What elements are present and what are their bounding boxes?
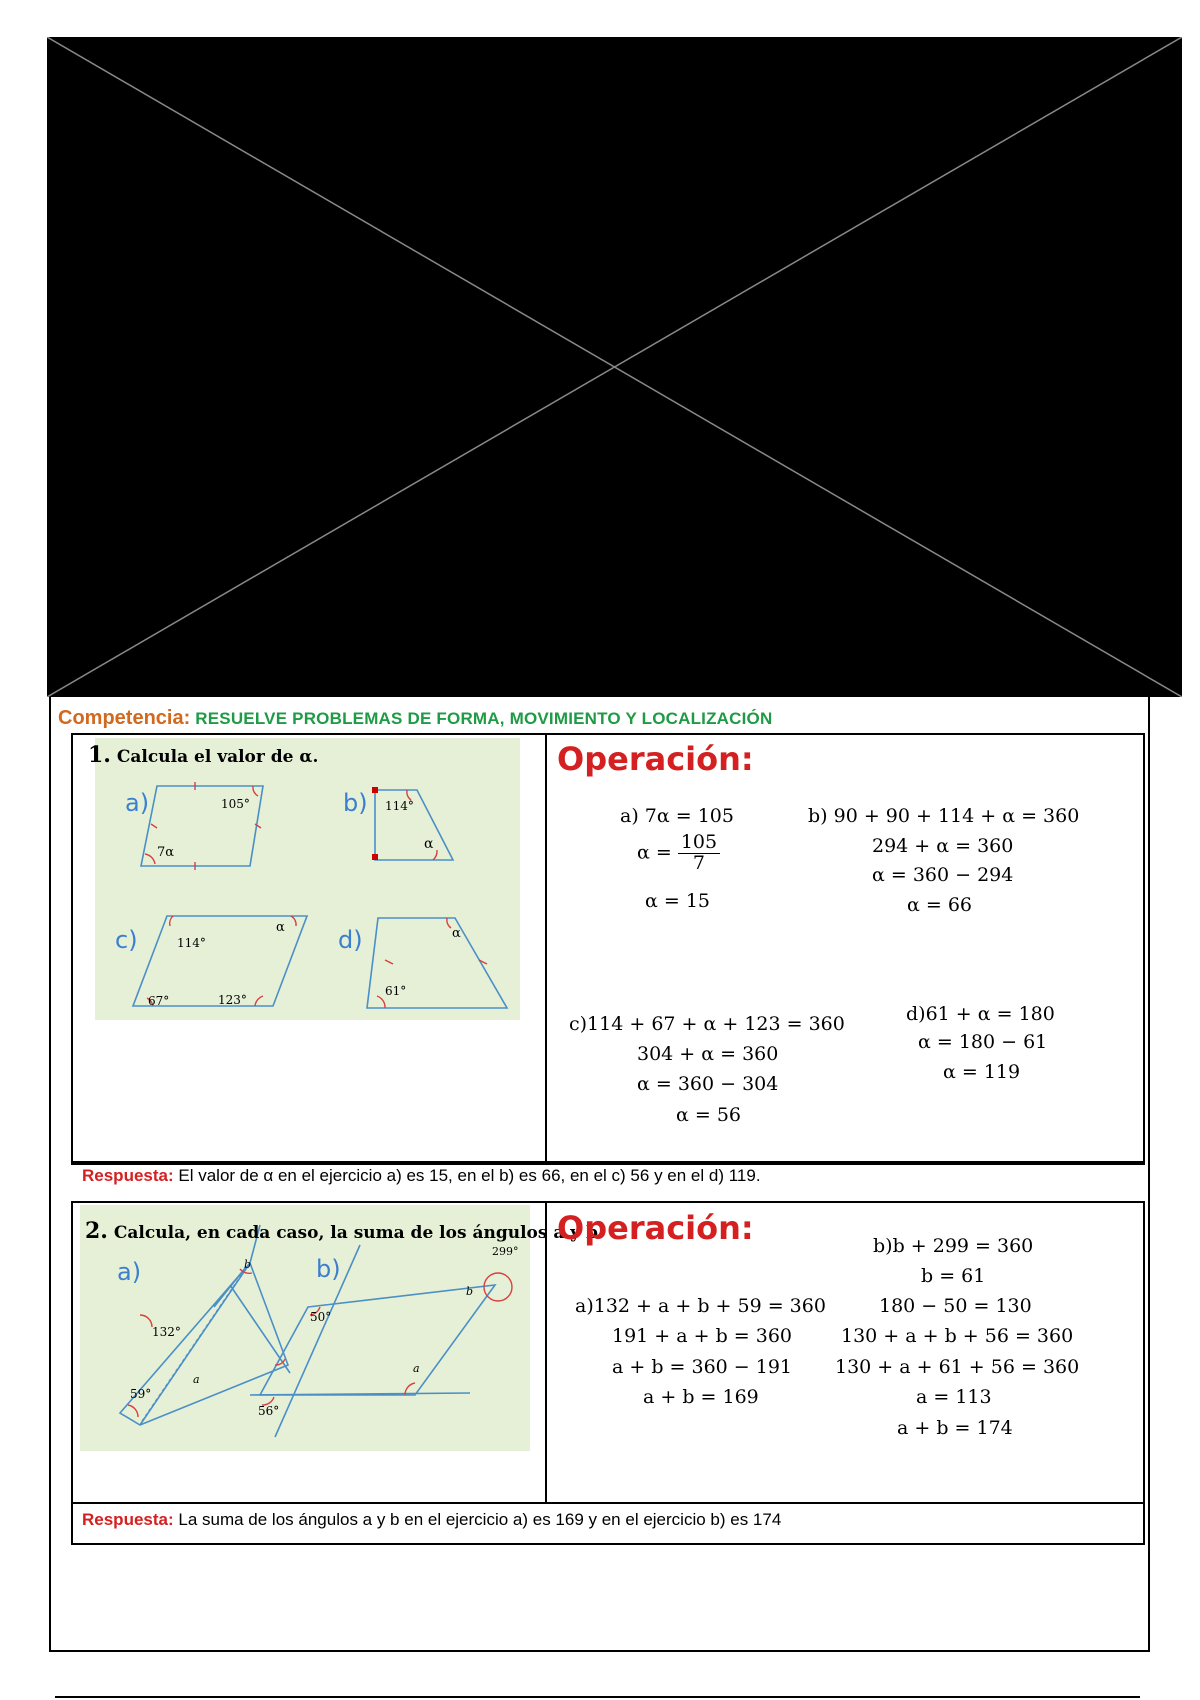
- p1-fig-letter-b: b): [343, 789, 368, 817]
- p1-work-c-line2: 304 + α = 360: [637, 1043, 779, 1065]
- p1c-label-67: 67°: [148, 994, 170, 1008]
- p1-work-b-line1: b) 90 + 90 + 114 + α = 360: [808, 805, 1080, 827]
- problem2-operation-title: Operación:: [557, 1209, 754, 1247]
- p2-work-a-line2: 191 + a + b = 360: [612, 1325, 793, 1347]
- p1-work-b-line3: α = 360 − 294: [872, 864, 1014, 886]
- competencia-line: [58, 707, 772, 730]
- p2a-label-b: b: [244, 1258, 252, 1271]
- problem1-figure: [95, 738, 520, 1020]
- problem1-operation-title: Operación:: [557, 740, 754, 778]
- problem1-answer-divider: [71, 1161, 1145, 1163]
- p1b-label-114: 114°: [385, 799, 414, 813]
- p1c-label-123: 123°: [218, 993, 247, 1007]
- p1-fraction: [678, 833, 720, 874]
- p1-work-b-result: α = 66: [907, 894, 973, 916]
- problem1-prompt: [88, 742, 318, 768]
- problem2-answer-divider: [71, 1502, 1145, 1504]
- competencia-label: Competencia:: [58, 707, 191, 729]
- problem1-answer: [82, 1166, 761, 1186]
- bottom-rule: [55, 1696, 1140, 1698]
- p2a-label-59: 59°: [130, 1387, 152, 1401]
- p2b-label-a: a: [413, 1362, 420, 1375]
- p1-work-b-line2: 294 + α = 360: [872, 835, 1014, 857]
- problem2-divider: [545, 1201, 547, 1503]
- p1-fig-letter-c: c): [115, 926, 138, 954]
- problem2-answer-label: Respuesta:: [82, 1510, 174, 1529]
- p2b-label-50: 50°: [310, 1310, 332, 1324]
- p2-work-b-line4: a = 113: [916, 1386, 992, 1408]
- p2-work-a-result: a + b = 169: [643, 1386, 759, 1408]
- p1-work-a-fraction: [637, 833, 720, 874]
- p1b-label-alpha: α: [424, 836, 434, 852]
- problem1-answer-text: El valor de α en el ejercicio a) es 15, en el b) es 66, en el c) 56 y en el d) 119.: [178, 1166, 761, 1185]
- problem1-divider: [545, 733, 547, 1163]
- p1a-label-105: 105°: [221, 797, 250, 811]
- p1-work-c-line1: c)114 + 67 + α + 123 = 360: [569, 1013, 845, 1035]
- p1c-label-alpha: α: [276, 920, 285, 935]
- p1-fig-letter-a: a): [125, 789, 150, 817]
- p2a-label-a: a: [193, 1373, 200, 1386]
- p1-work-a-line1: a) 7α = 105: [620, 805, 734, 827]
- p2-work-b-line2: 130 + a + b + 56 = 360: [841, 1325, 1074, 1347]
- p1-work-d-line2: α = 180 − 61: [918, 1031, 1048, 1053]
- p2b-label-299: 299°: [492, 1245, 519, 1258]
- p2b-label-b: b: [466, 1285, 474, 1298]
- p1-work-d-line1: d)61 + α = 180: [906, 1003, 1055, 1025]
- image-placeholder: [47, 37, 1182, 697]
- p1d-label-alpha: α: [452, 926, 461, 941]
- p1a-label-7a: 7α: [157, 845, 175, 860]
- p1-fig-letter-d: d): [338, 926, 363, 954]
- p2-work-b-top1: b)b + 299 = 360: [873, 1235, 1034, 1257]
- p1-work-d-result: α = 119: [943, 1061, 1021, 1083]
- p2b-label-56: 56°: [258, 1404, 280, 1418]
- p2a-label-132: 132°: [152, 1325, 181, 1339]
- problem1-answer-label: Respuesta:: [82, 1166, 174, 1185]
- problem2-prompt: [85, 1218, 604, 1244]
- p2-work-b-line3: 130 + a + 61 + 56 = 360: [835, 1356, 1080, 1378]
- p1-work-c-line3: α = 360 − 304: [637, 1073, 779, 1095]
- p1-work-a-alpha-eq: α =: [637, 841, 672, 864]
- p1-fraction-denominator: 7: [692, 851, 706, 874]
- p2-fig-letter-b: b): [316, 1255, 341, 1283]
- p2-work-a-line3: a + b = 360 − 191: [612, 1356, 793, 1378]
- problem2-number: 2.: [85, 1218, 108, 1244]
- p1-work-a-result: α = 15: [645, 890, 711, 912]
- problem2-answer-text: La suma de los ángulos a y b en el ejercicio a) es 169 y en el ejercicio b) es 174: [178, 1510, 782, 1529]
- problem2-answer: [82, 1510, 781, 1530]
- p1-work-c-result: α = 56: [676, 1104, 742, 1126]
- problem2-question: Calcula, en cada caso, la suma de los ángulos a y b.: [113, 1223, 604, 1243]
- p2-fig-letter-a: a): [117, 1258, 142, 1286]
- p2-work-b-line1: 180 − 50 = 130: [879, 1295, 1032, 1317]
- problem1-question: Calcula el valor de α.: [116, 747, 319, 767]
- p1d-label-61: 61°: [385, 984, 407, 998]
- p2-work-b-result: a + b = 174: [897, 1417, 1013, 1439]
- p1c-label-114: 114°: [177, 936, 206, 950]
- p2-work-a-line1: a)132 + a + b + 59 = 360: [575, 1295, 826, 1317]
- problem1-number: 1.: [88, 742, 111, 768]
- p2-work-b-top2: b = 61: [921, 1265, 986, 1287]
- p1-fraction-numerator: 105: [678, 833, 720, 854]
- competencia-value: RESUELVE PROBLEMAS DE FORMA, MOVIMIENTO Y LOCALIZACIÓN: [195, 709, 773, 728]
